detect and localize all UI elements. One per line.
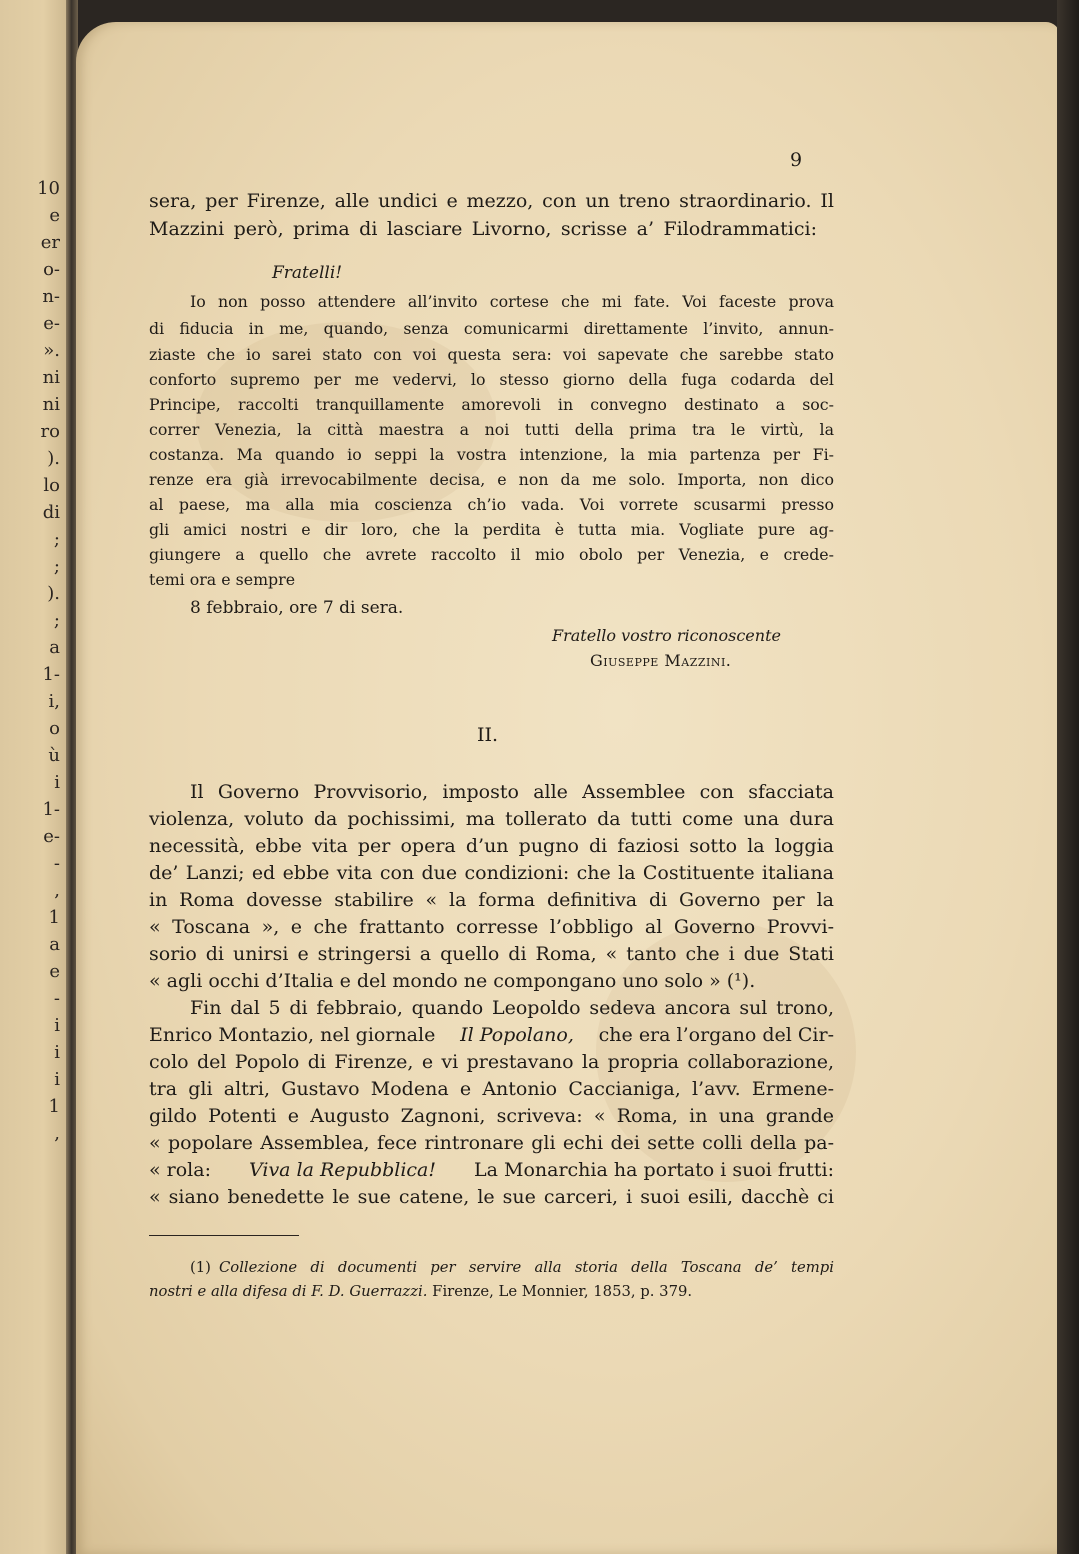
left-page-fragment: - bbox=[53, 988, 60, 1009]
body-line: gildo Potenti e Augusto Zagnoni, scriveva: « Roma, in una grande bbox=[149, 1105, 834, 1127]
letter-line: giungere a quello che avrete raccolto il mio obolo per Venezia, e crede- bbox=[149, 545, 834, 564]
left-page-fragment: e bbox=[49, 205, 60, 226]
body-line: « Toscana », e che frattanto corresse l’obbligo al Governo Provvi- bbox=[149, 916, 834, 938]
body-line: sorio di unirsi e stringersi a quello di Roma, « tanto che i due Stati bbox=[149, 943, 834, 965]
letter-line: di fiducia in me, quando, senza comunicarmi direttamente l’invito, annun- bbox=[149, 319, 834, 338]
left-page-fragment: i bbox=[54, 1015, 60, 1036]
left-page-fragment: er bbox=[40, 232, 60, 253]
left-page-fragment: ; bbox=[53, 529, 60, 550]
body-line: Il Governo Provvisorio, imposto alle Assemblee con sfacciata bbox=[190, 781, 834, 803]
body-line: « popolare Assemblea, fece rintronare gli echi dei sette colli della pa- bbox=[149, 1132, 834, 1154]
quoted-exclamation: Viva la Repubblica! bbox=[248, 1159, 437, 1181]
letter-line: conforto supremo per me vedervi, lo stesso giorno della fuga codarda del bbox=[149, 370, 834, 389]
left-page-fragment: ). bbox=[47, 448, 60, 469]
letter-line: al paese, ma alla mia coscienza ch’io vada. Voi vorrete scusarmi presso bbox=[149, 495, 834, 514]
left-page-fragment: 10 bbox=[37, 178, 60, 199]
left-page-fragment: ». bbox=[43, 340, 60, 361]
letter-line: temi ora e sempre bbox=[149, 570, 296, 589]
left-page-fragment: , bbox=[54, 880, 60, 901]
left-page-fragment: ). bbox=[47, 583, 60, 604]
left-page-fragment: ù bbox=[48, 745, 60, 766]
letter-line: Io non posso attendere all’invito cortese che mi fate. Voi faceste prova bbox=[190, 292, 834, 311]
letter-line: gli amici nostri e dir loro, che la perdita è tutta mia. Vogliate pure ag- bbox=[149, 520, 834, 539]
left-page-fragment: ni bbox=[42, 394, 60, 415]
left-page-fragment: ro bbox=[40, 421, 60, 442]
body-line: violenza, voluto da pochissimi, ma tollerato da tutti come una dura bbox=[149, 808, 834, 830]
body-line: Fin dal 5 di febbraio, quando Leopoldo sedeva ancora sul trono, bbox=[190, 997, 834, 1019]
left-page-fragment: a bbox=[49, 637, 60, 658]
footnote-marker: (1) bbox=[190, 1259, 211, 1276]
footnote-line bbox=[190, 1259, 834, 1276]
body-line: in Roma dovesse stabilire « la forma definitiva di Governo per la bbox=[149, 889, 834, 911]
left-page-fragment: a bbox=[49, 934, 60, 955]
letter-date: 8 febbraio, ore 7 di sera. bbox=[190, 598, 404, 618]
left-page-fragment: 1 bbox=[48, 907, 60, 928]
left-page-fragment: o- bbox=[43, 259, 60, 280]
left-page-fragment: e- bbox=[43, 313, 60, 334]
left-page-fragment: 1- bbox=[42, 799, 60, 820]
left-page-fragment: - bbox=[53, 853, 60, 874]
section-heading: II. bbox=[477, 724, 499, 746]
body-line: de’ Lanzi; ed ebbe vita con due condizioni: che la Costituente italiana bbox=[149, 862, 834, 884]
letter-signature: Giuseppe Mazzini. bbox=[590, 651, 732, 670]
letter-line: ziaste che io sarei stato con voi questa sera: voi sapevate che sarebbe stato bbox=[149, 345, 834, 364]
left-page-fragment: i bbox=[54, 1042, 60, 1063]
left-page-fragment: 1 bbox=[48, 1096, 60, 1117]
left-page-fragment: ; bbox=[53, 610, 60, 631]
body-line: « agli occhi d’Italia e del mondo ne compongano uno solo » (¹). bbox=[149, 970, 756, 992]
left-page-fragment: ; bbox=[53, 556, 60, 577]
footnote-title: Collezione di documenti per servire alla storia della Toscana de’ tempi bbox=[218, 1259, 834, 1276]
footnote-line bbox=[149, 1283, 692, 1300]
left-page-fragment: n- bbox=[42, 286, 60, 307]
left-page-fragment: lo bbox=[43, 475, 60, 496]
body-text-segment: La Monarchia ha portato i suoi frutti: bbox=[474, 1159, 834, 1181]
body-line: colo del Popolo di Firenze, e vi prestavano la propria collaborazione, bbox=[149, 1051, 834, 1073]
letter-line: renze era già irrevocabilmente decisa, e non da me solo. Importa, non dico bbox=[149, 470, 834, 489]
intro-line: Mazzini però, prima di lasciare Livorno, scrisse a’ Filodrammatici: bbox=[149, 218, 817, 240]
left-page-fragment: ni bbox=[42, 367, 60, 388]
intro-line: sera, per Firenze, alle undici e mezzo, con un treno straordinario. Il bbox=[149, 190, 834, 212]
footnote-rule bbox=[149, 1235, 299, 1236]
left-page-fragment: e- bbox=[43, 826, 60, 847]
left-page-fragment: i bbox=[54, 1069, 60, 1090]
left-page-fragment: o bbox=[49, 718, 60, 739]
letter-salutation: Fratelli! bbox=[272, 263, 343, 283]
newspaper-title: Il Popolano, bbox=[460, 1024, 574, 1046]
letter-line: correr Venezia, la città maestra a noi tutti della prima tra le virtù, la bbox=[149, 420, 834, 439]
body-line: necessità, ebbe vita per opera d’un pugno di faziosi sotto la loggia bbox=[149, 835, 834, 857]
body-line-mixed bbox=[149, 1159, 834, 1181]
body-text-segment: che era l’organo del Cir- bbox=[598, 1024, 834, 1046]
right-background bbox=[1057, 0, 1079, 1554]
letter-line: Principe, raccolti tranquillamente amorevoli in convegno destinato a soc- bbox=[149, 395, 834, 414]
left-page-fragment: e bbox=[49, 961, 60, 982]
footnote-title-cont: nostri e alla difesa di F. D. Guerrazzi. bbox=[149, 1283, 428, 1300]
letter-closing: Fratello vostro riconoscente bbox=[552, 626, 781, 645]
body-text-segment: « rola: bbox=[149, 1159, 211, 1181]
body-line-mixed bbox=[149, 1024, 834, 1046]
left-page-fragment: , bbox=[54, 1123, 60, 1144]
left-page-fragment: 1- bbox=[42, 664, 60, 685]
body-text-segment: Enrico Montazio, nel giornale bbox=[149, 1024, 436, 1046]
left-page-fragment: i, bbox=[48, 691, 60, 712]
footnote-publisher: Firenze, Le Monnier, 1853, p. 379. bbox=[432, 1283, 693, 1300]
page-number: 9 bbox=[790, 149, 803, 171]
left-page-fragment: i bbox=[54, 772, 60, 793]
body-line: « siano benedette le sue catene, le sue carceri, i suoi esili, dacchè ci bbox=[149, 1186, 834, 1208]
letter-line: costanza. Ma quando io seppi la vostra intenzione, la mia partenza per Fi- bbox=[149, 445, 834, 464]
body-line: tra gli altri, Gustavo Modena e Antonio Caccianiga, l’avv. Ermene- bbox=[149, 1078, 834, 1100]
left-page-fragment: di bbox=[42, 502, 60, 523]
